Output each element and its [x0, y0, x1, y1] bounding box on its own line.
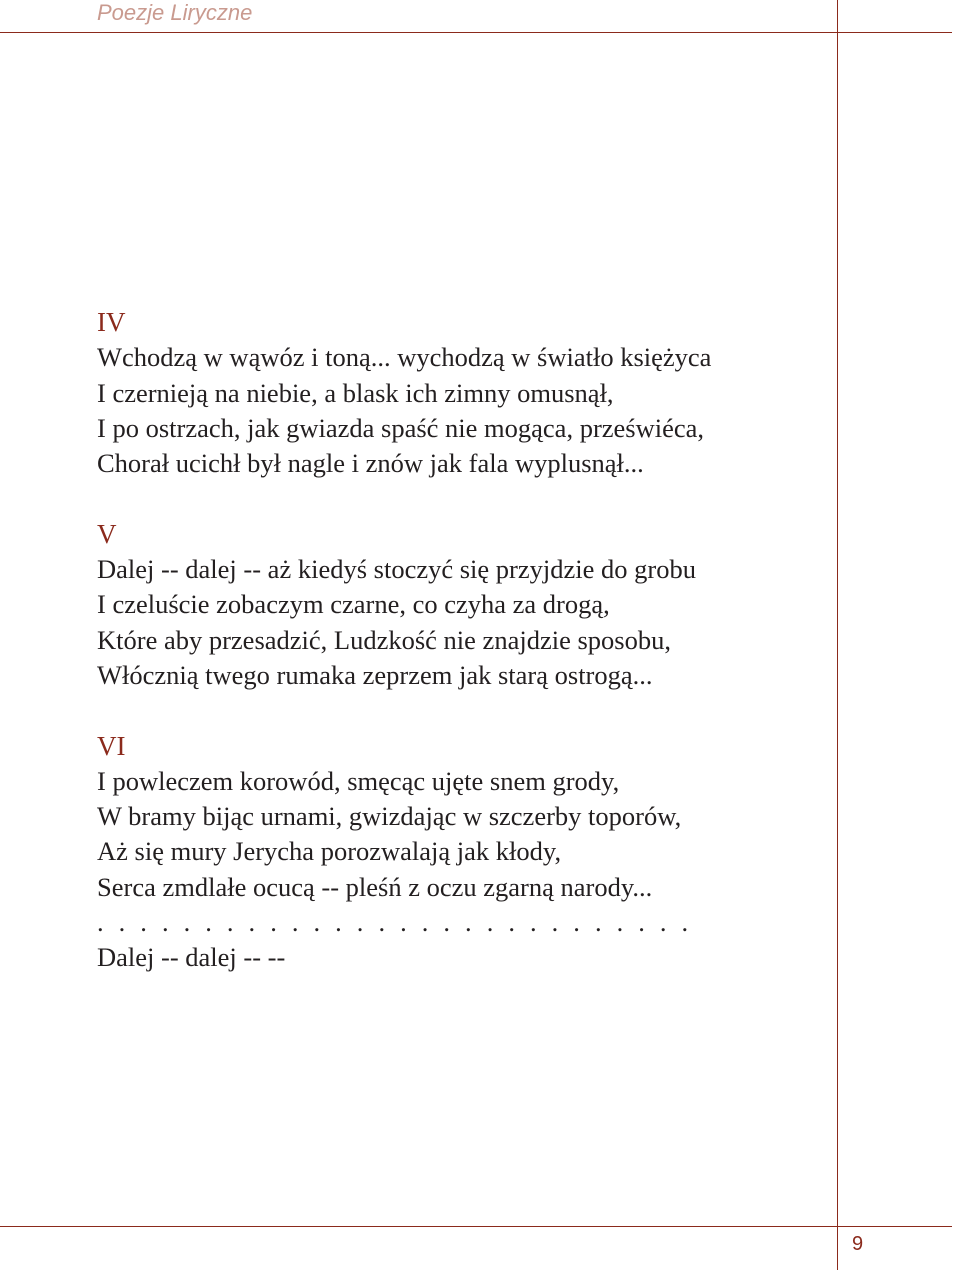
ellipsis-dots: . . . . . . . . . . . . . . . . . . . . . . . . . . . . — [97, 907, 693, 938]
verse-line: Wchodzą w wąwóz i toną... wychodzą w światło księżyca — [97, 342, 712, 373]
stanza-number: VI — [97, 730, 126, 761]
stanza-vi — [97, 729, 817, 905]
verse-line: Które aby przesadzić, Ludzkość nie znajdzie sposobu, — [97, 624, 671, 655]
stanza-number: IV — [97, 307, 126, 337]
verse-line: I czeluście zobaczym czarne, co czyha za drogą, — [97, 589, 610, 620]
stanza-iv — [97, 305, 817, 481]
stanza-gap — [97, 481, 817, 516]
stanza-number: V — [97, 518, 117, 549]
verse-line: Serca zmdlałe ocucą -- pleśń z oczu zgarną narody... — [97, 871, 653, 902]
margin-rule — [837, 0, 838, 1270]
closing-line: Dalej -- dalej -- -- — [97, 942, 286, 973]
verse-line: Włócznią twego rumaka zeprzem jak starą ostrogą... — [97, 659, 653, 690]
verse-line: Dalej -- dalej -- aż kiedyś stoczyć się przyjdzie do grobu — [97, 554, 696, 585]
header-rule — [0, 32, 952, 33]
stanza-v — [97, 517, 817, 693]
running-head: Poezje Liryczne — [97, 0, 253, 25]
verse-line: W bramy bijąc urnami, gwizdając w szczerby toporów, — [97, 801, 682, 832]
page-number: 9 — [852, 1233, 864, 1255]
footer-rule — [0, 1226, 952, 1227]
verse-line: I po ostrzach, jak gwiazda spaść nie mogąca, przeświéca, — [97, 412, 705, 443]
poem-body — [97, 305, 817, 976]
verse-line: I powleczem korowód, smęcąc ujęte snem grody, — [97, 765, 620, 796]
verse-line: Chorał ucichł był nagle i znów jak fala wyplusnął... — [97, 448, 644, 479]
stanza-gap — [97, 693, 817, 728]
verse-line: I czernieją na niebie, a blask ich zimny omusnął, — [97, 377, 614, 408]
verse-line: Aż się mury Jerycha porozwalają jak kłody, — [97, 836, 562, 867]
